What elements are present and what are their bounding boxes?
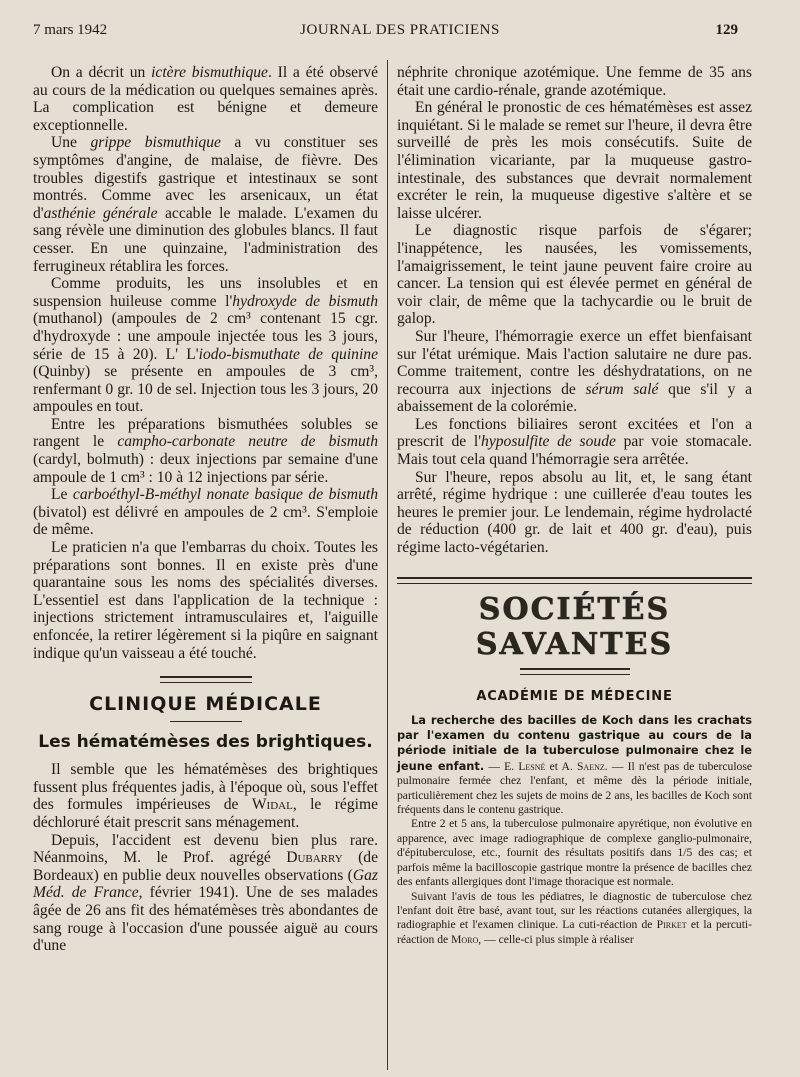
paragraph-produits: Comme produits, les uns insolubles et en suspension huileuse comme l'hydroxyde de bismuth (muthanol) (ampoules de 2 cm³ contenant 15 cgr. d'hydroxyde : une ampoule injectée tous les 3 jours, série de 15 à 20). L' L'iodo-bismuthate de quinine (Quinby) se présente en ampoules de 3 cm³, renfermant 0 gr. 10 de sel. Injection tous les 3 jours, 20 ampoules en tout. xyxy=(33,275,378,416)
section-ornament-rule xyxy=(160,676,252,683)
paragraph-hematemeses-intro: Il semble que les hématémèses des brightiques fussent plus fréquentes jadis, à l'époque où, sous l'effet des formules impérieuses de Widal, le régime déchloruré était prescrit sans ménagement. xyxy=(33,761,378,831)
paragraph-biliaires: Les fonctions biliaires seront excitées et l'on a prescrit de l'hyposulfite de soude par voie stomacale. Mais tout cela quand l'hémorragie sera arrêtée. xyxy=(397,415,753,469)
paragraph-grippe: Une grippe bismuthique a vu constituer ses symptômes d'angine, de malaise, de fièvre. Des troubles digestifs gastrique et intestinaux se sont montrés. Comme avec les arsenicaux, un état d'asthénie générale accable le malade. L'examen du sang révèle une diminution des globules blancs. Il faut cesser. En une quinzaine, l'administration des ferrugineux rétablira les forces. xyxy=(33,134,378,275)
paragraph-solubles: Entre les préparations bismuthées solubles se rangent le campho-carbonate neutre de bismuth (cardyl, bolmuth) : deux injections par semaine d'une ampoule de 1 cm³ : 10 à 12 injections par série. xyxy=(33,415,378,486)
paragraph-traitement: Sur l'heure, l'hémorragie exerce un effet bienfaisant sur l'état urémique. Mais l'action salutaire ne dure pas. Comme traitement, contre les déshydratations, on ne recourra aux injections de sérum salé que s'il y a abaissement de la colorémie. xyxy=(397,327,752,416)
section-underline xyxy=(170,721,242,722)
paragraph-regime: Sur l'heure, repos absolu au lit, et, le sang étant arrêté, régime hydrique : une cuillerée d'eau toutes les heures le premier jour. Le lendemain, régime hydrolacté de réduction (400 gr. de lait et 400 gr. d'eau), puis régime lacto-végétarien. xyxy=(397,468,752,557)
academie-heading: ACADÉMIE DE MÉDECINE xyxy=(476,688,673,704)
section-heading: CLINIQUE MÉDICALE xyxy=(89,693,322,716)
right-column xyxy=(397,64,752,947)
societes-top-rule xyxy=(397,577,752,584)
journal-title: JOURNAL DES PRATICIENS xyxy=(300,22,500,38)
societes-heading: SOCIÉTÉS SAVANTES xyxy=(475,591,674,662)
paragraph-ictere: On a décrit un ictère bismuthique. Il a été observé au cours de la médication ou quelques semaines après. La complication est bénigne et demeure exceptionnelle. xyxy=(33,64,378,134)
societes-ornament-rule xyxy=(520,668,630,675)
paragraph-nephrite: néphrite chronique azotémique. Une femme de 35 ans était une cardio-rénale, grande azotémique. xyxy=(397,64,752,99)
issue-date: 7 mars 1942 xyxy=(33,22,108,38)
article-title: Les hématémèses des brightiques. xyxy=(38,732,373,753)
running-header xyxy=(0,0,800,44)
paragraph-diagnostic: Le diagnostic risque parfois de s'égarer; l'inappétence, les nausées, les vomissements, l'amaigrissement, le teint jaune peuvent faire croire au cancer. La tension qui est élevée permet en général de voir clair, de même que la tachycardie ou le bruit de galop. xyxy=(397,222,752,328)
paragraph-dubarry: Depuis, l'accident est devenu bien plus rare. Néanmoins, M. le Prof. agrégé Dubarry (de Bordeaux) en publie deux nouvelles observations (Gaz Méd. de France, février 1941). Une de ses malades âgée de 26 ans fit des hématémèses très abondantes de sang rouge à l'occasion d'une poussée aiguë au cours d'une xyxy=(33,831,378,955)
paragraph-pediatres: Suivant l'avis de tous les pédiatres, le diagnostic de tuberculose chez l'enfant doit être basé, avant tout, sur les réactions cutanées allergiques, la radiographie et l'examen clinique. La cuti-réaction de Pirket et la percuti-réaction de Moro, — celle-ci plus simple à réaliser xyxy=(397,889,752,946)
paragraph-pronostic: En général le pronostic de ces hématémèses est assez inquiétant. Si le malade se remet sur l'heure, il devra être surveillé de près les mois consécutifs. Suite de l'élimination vicariante, par la muqueuse gastro-intestinale, des substances que devrait normalement excréter le rein, la muqueuse digestive s'altère et se laisse ulcérer. xyxy=(397,99,752,222)
page-number: 129 xyxy=(715,22,738,38)
paragraph-choix: Le praticien n'a que l'embarras du choix. Toutes les préparations sont bonnes. Il en existe près d'une quarantaine sous les noms des spécialités diverses. L'essentiel est dans l'application de la technique : injections strictement intramusculaires et, l'aiguille enfoncée, la retirer légèrement si la piqûre en saignant indique qu'un vaisseau a été touché. xyxy=(33,539,378,662)
paragraph-apyretique: Entre 2 et 5 ans, la tuberculose pulmonaire apyrétique, non évolutive en apparence, avec image radiographique de complexe ganglio-pulmonaire, d'épituberculose, etc., fournit des résultats positifs dans 1/5 des cas; et parfois même la bacilloscopie gastrique montre la présence de bacilles chez des enfants allergiques dont l'image thoracique est normale. xyxy=(397,817,752,889)
left-column xyxy=(33,64,378,955)
communication-lesne-saenz: La recherche des bacilles de Koch dans les crachats par l'examen du contenu gastrique au cours de la période initiale de la tuberculose pulmonaire chez le jeune enfant. — E. Lesné et A. Saenz. — Il n'est pas de tuberculose pulmonaire fermée chez l'enfant, et même dès la période initiale, particulièrement chez les sujets de moins de 2 ans, les bacilles de Koch sont fréquents dans le contenu gastrique. xyxy=(397,712,752,817)
paragraph-bivatol: Le carboéthyl-B-méthyl nonate basique de bismuth (bivatol) est délivré en ampoules de 2 cm³. S'emploie de même. xyxy=(33,486,378,539)
column-divider xyxy=(387,60,388,1070)
